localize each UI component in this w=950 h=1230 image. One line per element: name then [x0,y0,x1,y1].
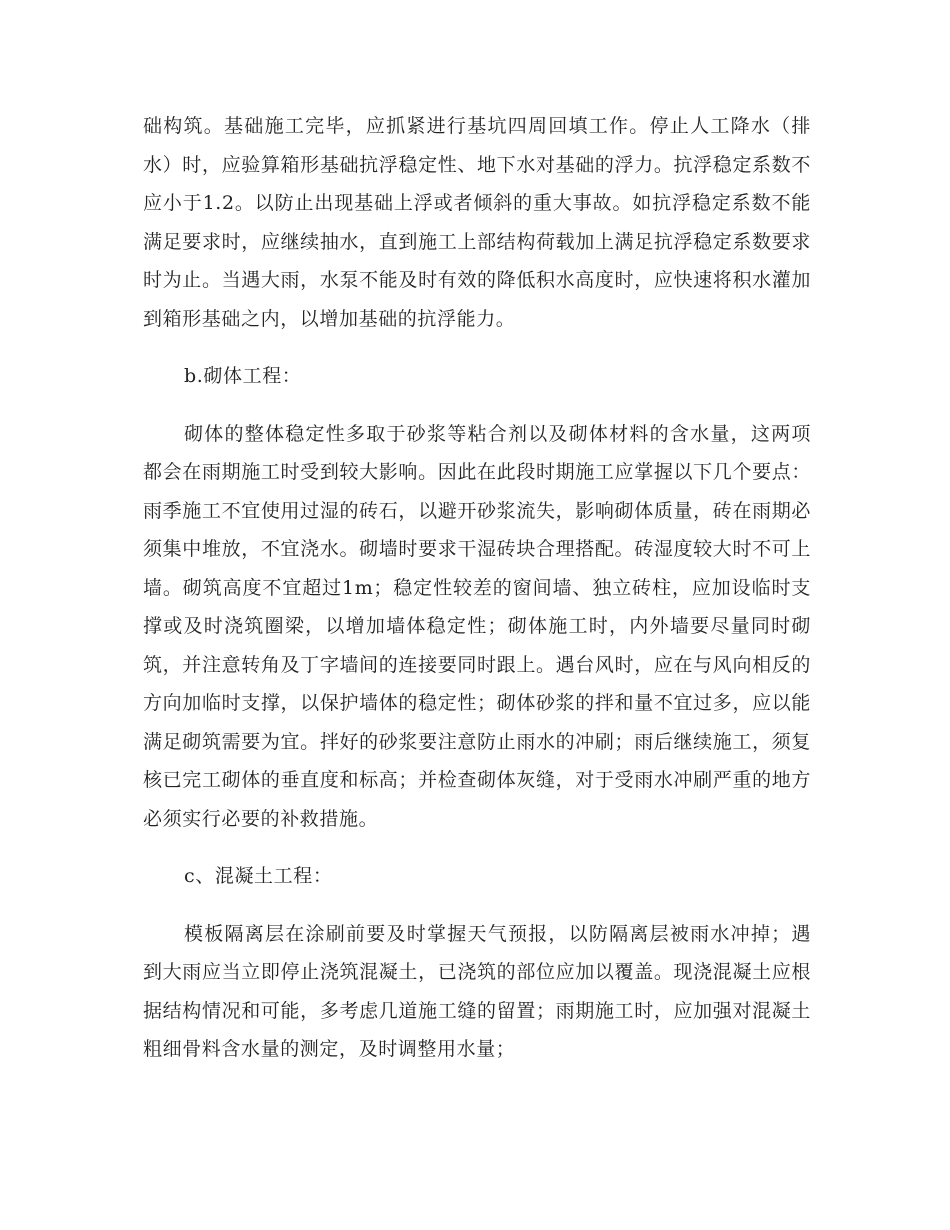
paragraph-concrete: 模板隔离层在涂刷前要及时掌握天气预报，以防隔离层被雨水冲掉；遇到大雨应当立即停止浇筑混凝土，已浇筑的部位应加以覆盖。现浇混凝土应根据结构情况和可能，多考虑几道施工缝的留置；雨期施工时，应加强对混凝土粗细骨料含水量的测定，及时调整用水量； [143,922,811,1060]
paragraph-foundation-continuation: 础构筑。基础施工完毕，应抓紧进行基坑四周回填工作。停止人工降水（排水）时，应验算箱形基础抗浮稳定性、地下水对基础的浮力。抗浮稳定系数不应小于1.2。以防止出现基础上浮或者倾斜的重大事故。如抗浮稳定系数不能满足要求时，应继续抽水，直到施工上部结构荷载加上满足抗浮稳定系数要求时为止。当遇大雨，水泵不能及时有效的降低积水高度时，应快速将积水灌加到箱形基础之内，以增加基础的抗浮能力。 [143,115,811,330]
section-heading-concrete: c、混凝土工程： [184,865,333,887]
document-body [143,107,811,1088]
paragraph-masonry: 砌体的整体稳定性多取于砂浆等粘合剂以及砌体材料的含水量，这两项都会在雨期施工时受到较大影响。因此在此段时期施工应掌握以下几个要点：雨季施工不宜使用过湿的砖石，以避开砂浆流失，影响砌体质量，砖在雨期必须集中堆放，不宜浇水。砌墙时要求干湿砖块合理搭配。砖湿度较大时不可上墙。砌筑高度不宜超过1m；稳定性较差的窗间墙、独立砖柱，应加设临时支撑或及时浇筑圈梁，以增加墙体稳定性；砌体施工时，内外墙要尽量同时砌筑，并注意转角及丁字墙间的连接要同时跟上。遇台风时，应在与风向相反的方向加临时支撑，以保护墙体的稳定性；砌体砂浆的拌和量不宜过多，应以能满足砌筑需要为宜。拌好的砂浆要注意防止雨水的冲刷；雨后继续施工，须复核已完工砌体的垂直度和标高；并检查砌体灰缝，对于受雨水冲刷严重的地方必须实行必要的补救措施。 [143,422,811,830]
section-heading-masonry: b.砌体工程： [184,365,302,387]
